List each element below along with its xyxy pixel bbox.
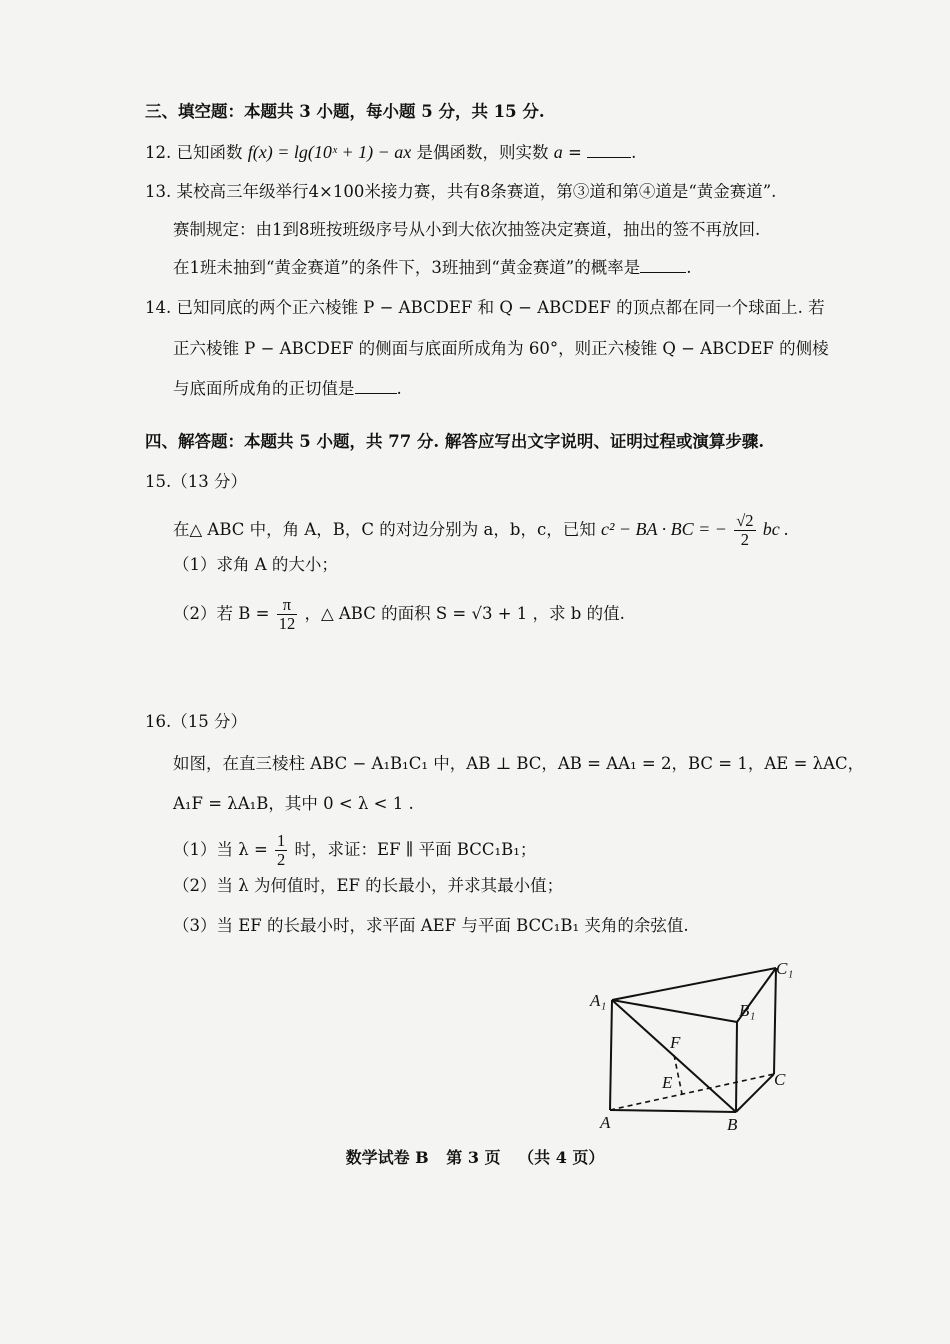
q13-line-2: 赛制规定：由1到8班按班级序号从小到大依次抽签决定赛道，抽出的签不再放回.: [173, 220, 761, 239]
q14-number: 14.: [145, 298, 172, 317]
q12-end: .: [631, 143, 637, 162]
edge-b-c: [736, 1074, 774, 1112]
q15-p2-b: ，△ ABC 的面积 S = √3 + 1 ，求 b 的值.: [304, 604, 625, 623]
q13-line1: 某校高三年级举行4×100米接力赛，共有8条赛道，第③道和第④道是“黄金赛道”.: [176, 182, 777, 201]
edge-b1-b: [736, 1022, 737, 1112]
q16-part-1: [173, 832, 536, 869]
q15-intro-c: bc .: [762, 519, 789, 539]
q12-number: 12.: [145, 143, 172, 162]
q15-frac-num: √2: [736, 511, 754, 530]
q14-line-2: 正六棱锥 P − ABCDEF 的侧面与底面所成角为 60°，则正六棱锥 Q − ABCDEF 的侧棱: [173, 339, 829, 358]
q16-p1-den: 2: [277, 850, 286, 869]
q15-part-1: （1）求角 A 的大小；: [173, 555, 338, 574]
hidden-edge-a-c: [610, 1074, 774, 1110]
label-a1: A₁: [590, 991, 607, 1010]
q13-answer-blank: [640, 272, 686, 273]
q15-intro-a: 在△ ABC 中，角 A，B，C 的对边分别为 a，b，c，已知: [173, 520, 596, 539]
q14-end: .: [396, 379, 402, 398]
q16-p1-num: 1: [277, 831, 286, 850]
q12-text-b: 是偶函数，则实数: [416, 143, 549, 162]
question-13-line-3: [173, 256, 692, 280]
q16-p1-b: 时，求证：EF ∥ 平面 BCC₁B₁；: [294, 840, 537, 859]
label-c: C: [774, 1070, 786, 1089]
q16-line-2: A₁F = λA₁B，其中 0 < λ < 1 .: [173, 794, 414, 813]
edge-a1-a: [610, 1000, 612, 1110]
q15-p2-den: 12: [278, 614, 296, 633]
label-b: B: [727, 1115, 738, 1134]
edge-a1-b1: [612, 1000, 737, 1022]
q13-end: .: [686, 258, 692, 277]
q13-line3: 在1班未抽到“黄金赛道”的条件下，3班抽到“黄金赛道”的概率是: [173, 258, 641, 277]
q12-text-a: 已知函数: [176, 143, 243, 162]
edge-c1-c: [774, 968, 776, 1074]
q14-answer-blank: [355, 393, 397, 394]
q13-number: 13.: [145, 182, 172, 201]
q15-fraction: [734, 512, 755, 549]
question-14-line-3: [173, 377, 402, 401]
q15-frac-den: 2: [740, 530, 749, 549]
footer-subject: 数学试卷 B: [345, 1148, 429, 1167]
q15-p2-num: π: [277, 596, 298, 615]
q16-p1-fraction: [275, 832, 287, 869]
question-12: [145, 140, 636, 165]
q12-formula: f(x) = lg(10ˣ + 1) − ax: [247, 142, 412, 162]
edge-a1-c1: [612, 968, 776, 1000]
q16-header: 16.（15 分）: [145, 712, 247, 731]
page-footer: [0, 1145, 950, 1168]
q14-line3: 与底面所成角的正切值是: [173, 379, 355, 398]
q15-p2-a: （2）若 B =: [173, 604, 270, 623]
section-4-heading: 四、解答题：本题共 5 小题，共 77 分. 解答应写出文字说明、证明过程或演算步骤.: [145, 432, 765, 451]
q15-header: 15.（13 分）: [145, 472, 247, 491]
prism-figure: [580, 950, 820, 1140]
footer-page: 第 3 页: [446, 1148, 501, 1167]
section-3-heading: 三、填空题：本题共 3 小题，每小题 5 分，共 15 分.: [145, 102, 545, 121]
q15-intro-b: c² − BA · BC = −: [600, 519, 727, 539]
footer-total: （共 4 页）: [518, 1148, 605, 1167]
label-c1: C₁: [776, 959, 794, 978]
q12-text-c: =: [567, 143, 582, 162]
q15-p2-fraction: [277, 596, 298, 633]
label-f: F: [670, 1033, 681, 1052]
edge-a-b: [610, 1110, 736, 1112]
q15-intro: [173, 512, 789, 549]
label-b1: B₁: [739, 1001, 756, 1020]
q16-p1-a: （1）当 λ =: [173, 840, 268, 859]
label-a: A: [600, 1113, 611, 1132]
q16-part-2: （2）当 λ 为何值时，EF 的长最小，并求其最小值；: [173, 876, 564, 895]
question-14-line-1: [145, 296, 825, 320]
q16-line-1: 如图，在直三棱柱 ABC − A₁B₁C₁ 中，AB ⊥ BC，AB = AA₁ = 2，BC = 1，AE = λAC，: [173, 754, 865, 773]
q16-part-3: （3）当 EF 的长最小时，求平面 AEF 与平面 BCC₁B₁ 夹角的余弦值.: [173, 916, 689, 935]
label-e: E: [662, 1073, 673, 1092]
q12-var: a: [553, 142, 563, 162]
question-13-line-1: [145, 180, 776, 204]
q12-answer-blank: [587, 157, 631, 158]
q15-part-2: [173, 596, 625, 633]
q14-line1: 已知同底的两个正六棱锥 P − ABCDEF 和 Q − ABCDEF 的顶点都在同一个球面上. 若: [176, 298, 825, 317]
